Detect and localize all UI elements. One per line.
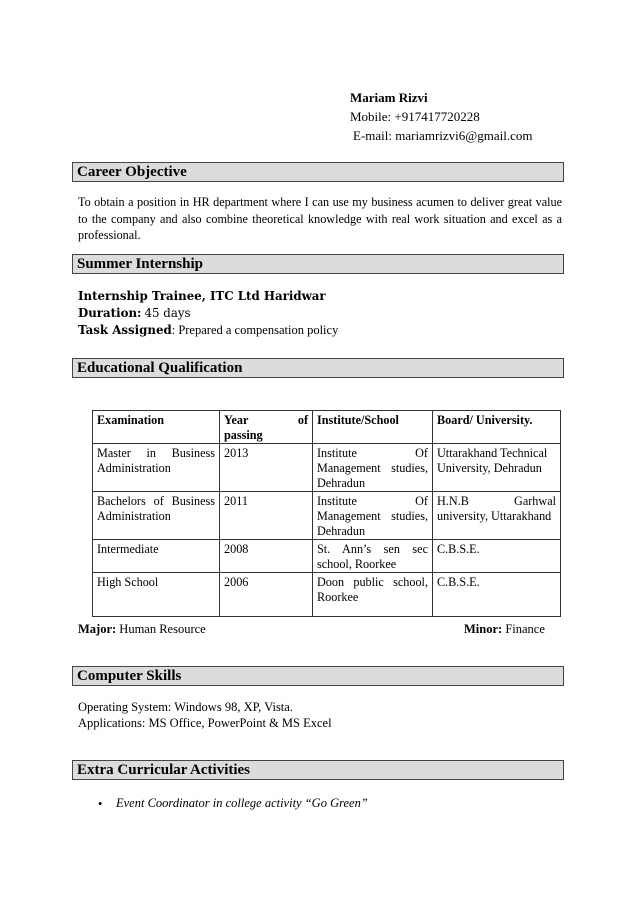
year-header-part: passing bbox=[224, 428, 263, 442]
computer-skills-heading: Computer Skills bbox=[72, 666, 564, 686]
education-table bbox=[92, 410, 561, 617]
mobile-number: Mobile: +917417720228 bbox=[350, 109, 480, 124]
column-header bbox=[220, 411, 313, 444]
education-heading: Educational Qualification bbox=[72, 358, 564, 378]
table-cell: C.B.S.E. bbox=[433, 573, 561, 617]
table-cell: C.B.S.E. bbox=[433, 540, 561, 573]
internship-title: Internship Trainee, ITC Ltd Haridwar bbox=[78, 289, 326, 303]
table-cell: Institute Of Management studies, Dehradun bbox=[313, 492, 433, 540]
table-cell: Institute Of Management studies, Dehradun bbox=[313, 444, 433, 492]
table-cell: Doon public school, Roorkee bbox=[313, 573, 433, 617]
table-cell: Intermediate bbox=[93, 540, 220, 573]
table-cell: High School bbox=[93, 573, 220, 617]
table-row bbox=[93, 492, 561, 540]
extra-curricular-heading: Extra Curricular Activities bbox=[72, 760, 564, 780]
table-cell: 2008 bbox=[220, 540, 313, 573]
table-cell: Uttarakhand Technical University, Dehradun bbox=[433, 444, 561, 492]
candidate-name: Mariam Rizvi bbox=[350, 90, 428, 105]
table-row bbox=[93, 573, 561, 617]
duration-value: 45 days bbox=[144, 306, 191, 320]
table-cell: H.N.B Garhwal university, Uttarakhand bbox=[433, 492, 561, 540]
table-cell: 2013 bbox=[220, 444, 313, 492]
table-header-row bbox=[93, 411, 561, 444]
bullet-icon: • bbox=[98, 797, 103, 811]
major-value: Human Resource bbox=[119, 622, 206, 636]
year-header-part: Year bbox=[224, 413, 249, 427]
table-cell: Master in Business Administration bbox=[93, 444, 220, 492]
career-objective-text: To obtain a position in HR department where I can use my business acumen to deliver great value to the company and also combine theoretical knowledge with real work situation and excel as a professional. bbox=[78, 195, 562, 242]
table-cell: Bachelors of Business Administration bbox=[93, 492, 220, 540]
email-address: E-mail: mariamrizvi6@gmail.com bbox=[353, 128, 533, 143]
task-label: Task Assigned bbox=[78, 323, 172, 337]
table-cell: St. Ann’s sen sec school, Roorkee bbox=[313, 540, 433, 573]
table-cell: 2006 bbox=[220, 573, 313, 617]
internship-duration bbox=[78, 306, 191, 321]
task-value: : Prepared a compensation policy bbox=[171, 323, 339, 337]
internship-task bbox=[78, 323, 338, 338]
minor-field bbox=[464, 622, 545, 637]
table-row bbox=[93, 444, 561, 492]
column-header: Board/ University. bbox=[433, 411, 561, 444]
skill-applications: Applications: MS Office, PowerPoint & MS Excel bbox=[78, 716, 332, 730]
major-label: Major: bbox=[78, 622, 117, 636]
skill-os: Operating System: Windows 98, XP, Vista. bbox=[78, 700, 293, 714]
column-header: Institute/School bbox=[313, 411, 433, 444]
major-field bbox=[78, 622, 206, 637]
table-cell: 2011 bbox=[220, 492, 313, 540]
column-header: Examination bbox=[93, 411, 220, 444]
table-row bbox=[93, 540, 561, 573]
career-objective-heading: Career Objective bbox=[72, 162, 564, 182]
list-item: Event Coordinator in college activity “Go Green” bbox=[116, 796, 368, 810]
summer-internship-heading: Summer Internship bbox=[72, 254, 564, 274]
minor-label: Minor: bbox=[464, 622, 503, 636]
minor-value: Finance bbox=[505, 622, 545, 636]
year-header-part: of bbox=[297, 413, 308, 427]
duration-label: Duration: bbox=[78, 306, 142, 320]
